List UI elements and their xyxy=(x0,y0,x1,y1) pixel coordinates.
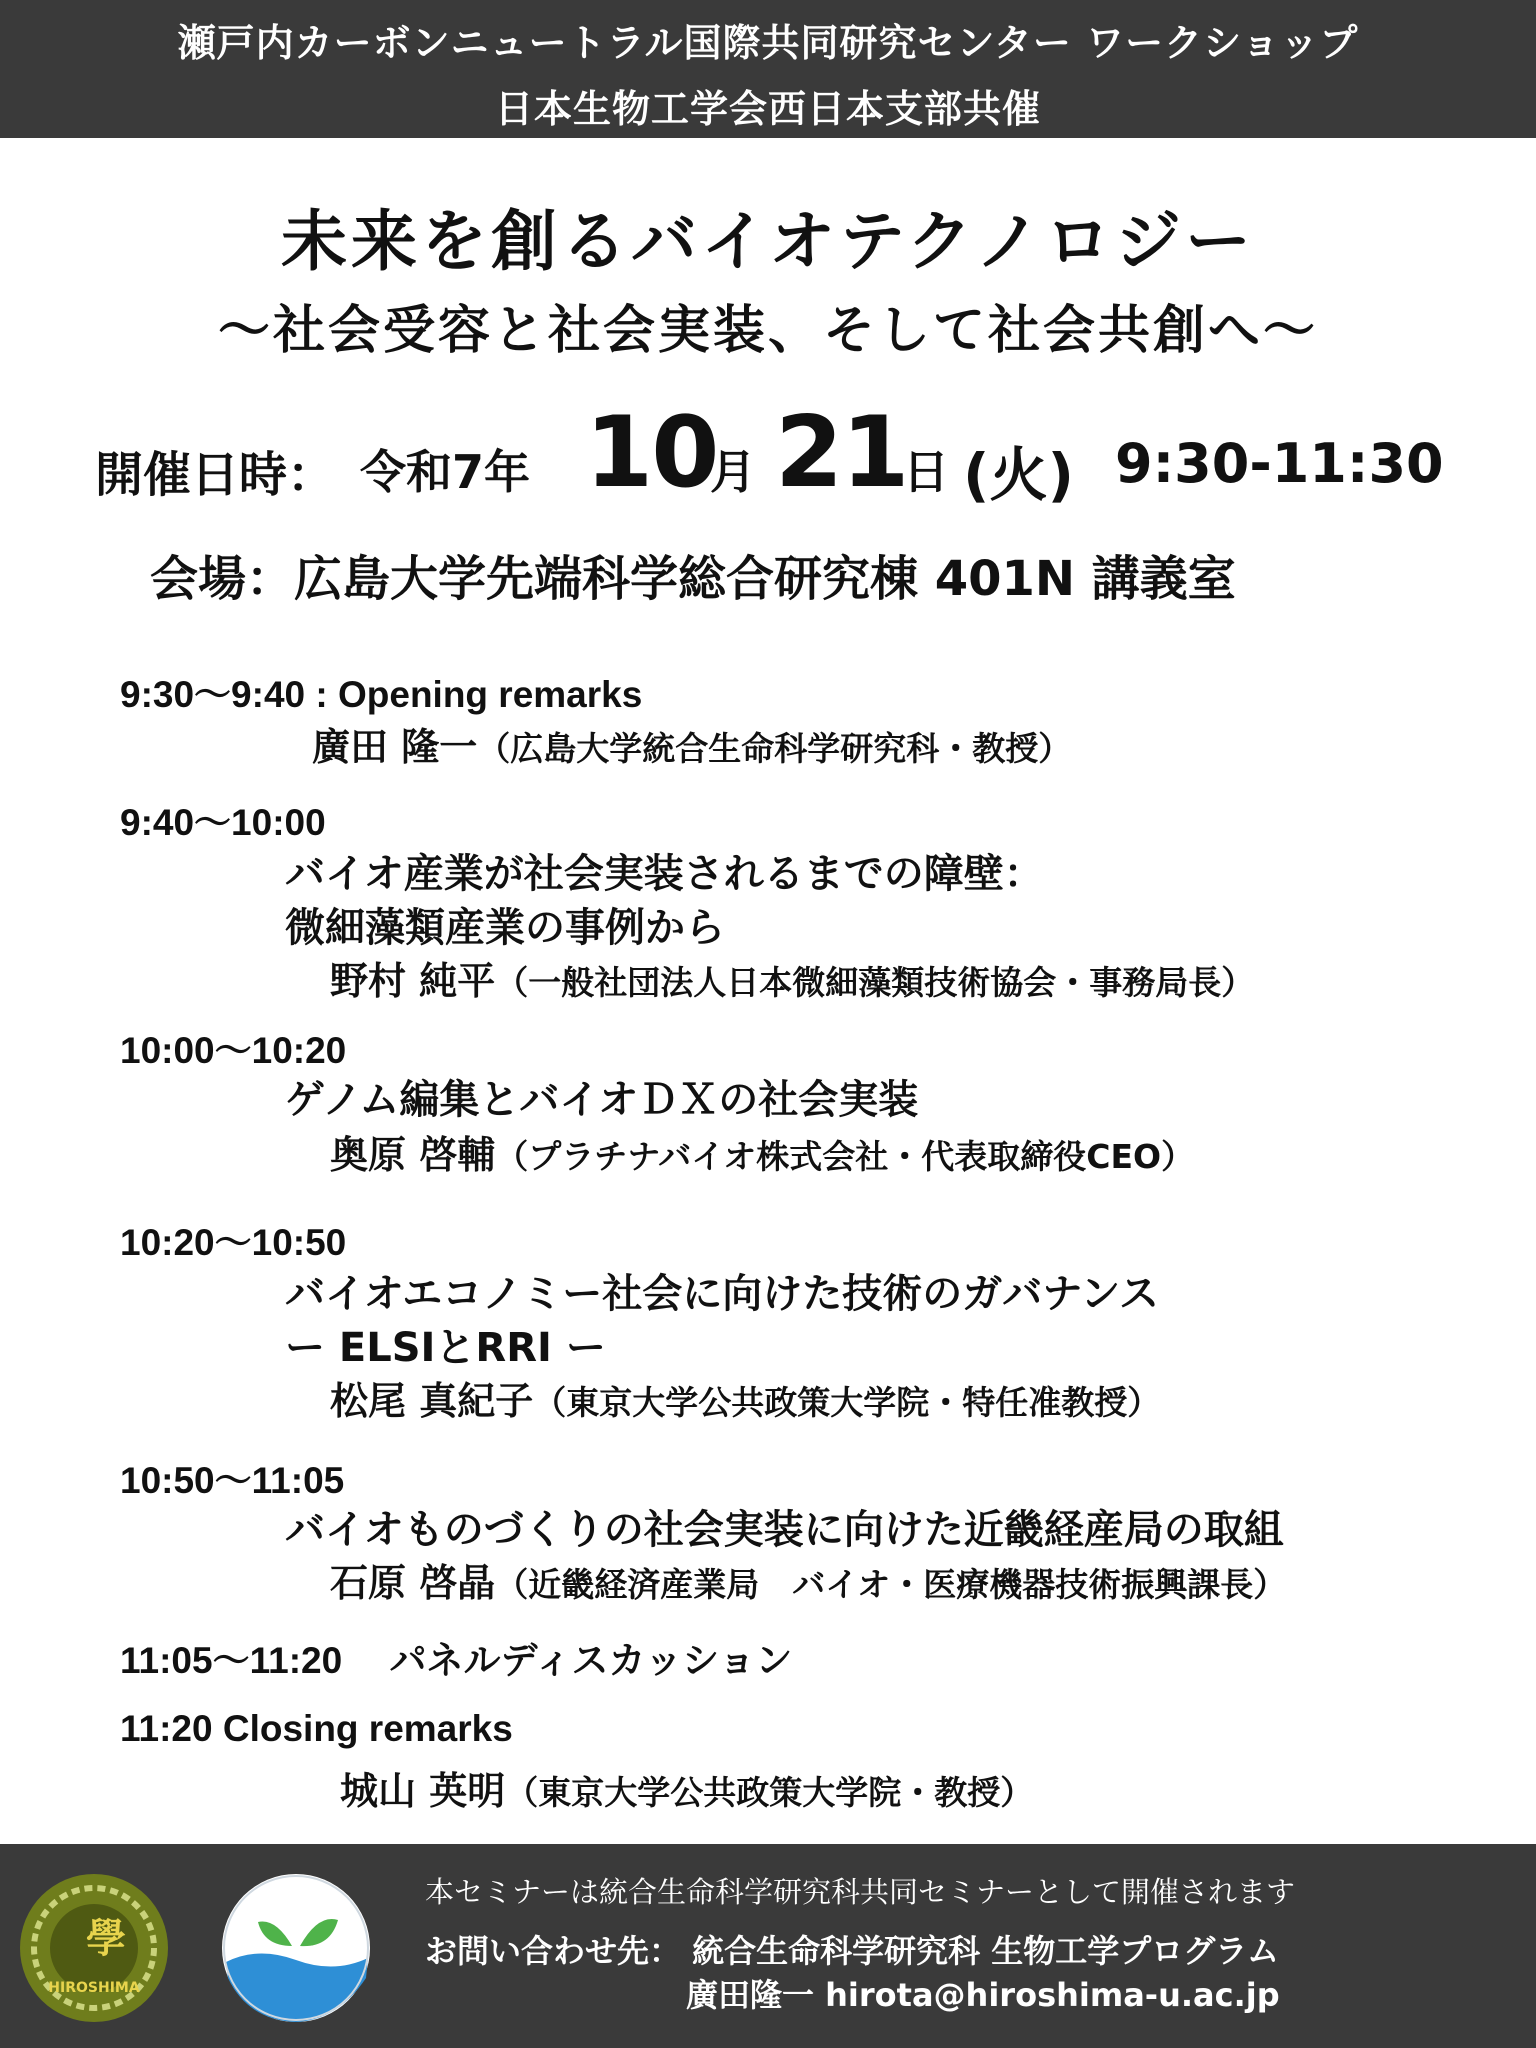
program-speaker xyxy=(330,1124,1194,1179)
program-speaker xyxy=(330,950,1254,1005)
header-band xyxy=(0,0,1536,138)
program-time: 9:40～10:00 xyxy=(120,802,326,843)
date-day-number: 21 xyxy=(775,396,908,510)
program-time: 10:50～11:05 xyxy=(120,1460,345,1501)
date-weekday: (火) xyxy=(963,441,1075,509)
speaker-affiliation: （東京大学公共政策大学院・教授） xyxy=(505,1773,1034,1812)
program-speaker xyxy=(340,1760,1033,1815)
contact-department: お問い合わせ先： 統合生命科学研究科 生物工学プログラム xyxy=(425,1932,1279,1970)
hiroshima-university-logo xyxy=(16,1870,172,2026)
program-time: 10:00～10:20 xyxy=(120,1030,347,1071)
logo-wordmark: HIROSHIMA xyxy=(48,1980,140,1996)
logo-character: 學 xyxy=(86,1916,126,1962)
speaker-affiliation: （近畿経済産業局 バイオ・医療機器技術振興課長） xyxy=(495,1565,1287,1604)
date-time: 9:30-11:30 xyxy=(1115,432,1444,495)
speaker-name: 松尾 真紀子 xyxy=(330,1379,534,1423)
program-title: ゲノム編集とバイオＤＸの社会実装 xyxy=(285,1077,919,1123)
speaker-name: 城山 英明 xyxy=(340,1769,506,1813)
event-date xyxy=(95,396,1495,510)
speaker-name: 奥原 啓輔 xyxy=(330,1133,496,1177)
date-day-unit: 日 xyxy=(903,445,949,499)
date-month-unit: 月 xyxy=(710,445,756,499)
header-cohost: 日本生物工学会西日本支部共催 xyxy=(494,87,1041,131)
speaker-affiliation: （一般社団法人日本微細藻類技術協会・事務局長） xyxy=(495,963,1255,1002)
research-center-logo xyxy=(218,1870,374,2026)
venue: 会場：広島大学先端科学総合研究棟 401N 講義室 xyxy=(150,551,1236,607)
speaker-affiliation: （東京大学公共政策大学院・特任准教授） xyxy=(533,1383,1161,1422)
date-year: 令和7年 xyxy=(360,445,531,499)
program-speaker xyxy=(312,716,1071,771)
speaker-name: 廣田 隆一 xyxy=(312,725,478,769)
contact-person-email: 廣田隆一 hirota@hiroshima-u.ac.jp xyxy=(686,1976,1280,2014)
program-time: 11:20 Closing remarks xyxy=(120,1708,513,1749)
speaker-affiliation: （広島大学統合生命科学研究科・教授） xyxy=(477,729,1072,768)
speaker-name: 野村 純平 xyxy=(330,959,496,1003)
program-speaker xyxy=(330,1552,1286,1607)
event-subtitle: ～社会受容と社会実装、そして社会共創へ～ xyxy=(217,301,1318,361)
program-speaker xyxy=(330,1370,1160,1425)
date-label: 開催日時： xyxy=(95,447,336,503)
program-time: 10:20～10:50 xyxy=(120,1222,347,1263)
speaker-name: 石原 啓晶 xyxy=(330,1561,496,1605)
program-title: 微細藻類産業の事例から xyxy=(285,905,725,951)
program-panel: 11:05～11:20 パネルディスカッション xyxy=(120,1640,793,1681)
program-title: バイオエコノミー社会に向けた技術のガバナンス xyxy=(285,1271,1159,1317)
event-title: 未来を創るバイオテクノロジー xyxy=(280,203,1256,280)
program-time: 9:30～9:40 : Opening remarks xyxy=(120,674,643,715)
date-month-number: 10 xyxy=(585,396,718,510)
program-title: バイオ産業が社会実装されるまでの障壁： xyxy=(285,851,1044,897)
footer-note: 本セミナーは統合生命科学研究科共同セミナーとして開催されます xyxy=(425,1875,1296,1909)
header-organizer: 瀬戸内カーボンニュートラル国際共同研究センター ワークショップ xyxy=(177,21,1359,65)
program-title: ー ELSIとRRI ー xyxy=(285,1325,606,1371)
program-title: バイオものづくりの社会実装に向けた近畿経産局の取組 xyxy=(285,1507,1284,1553)
speaker-affiliation: （プラチナバイオ株式会社・代表取締役CEO） xyxy=(495,1137,1195,1176)
